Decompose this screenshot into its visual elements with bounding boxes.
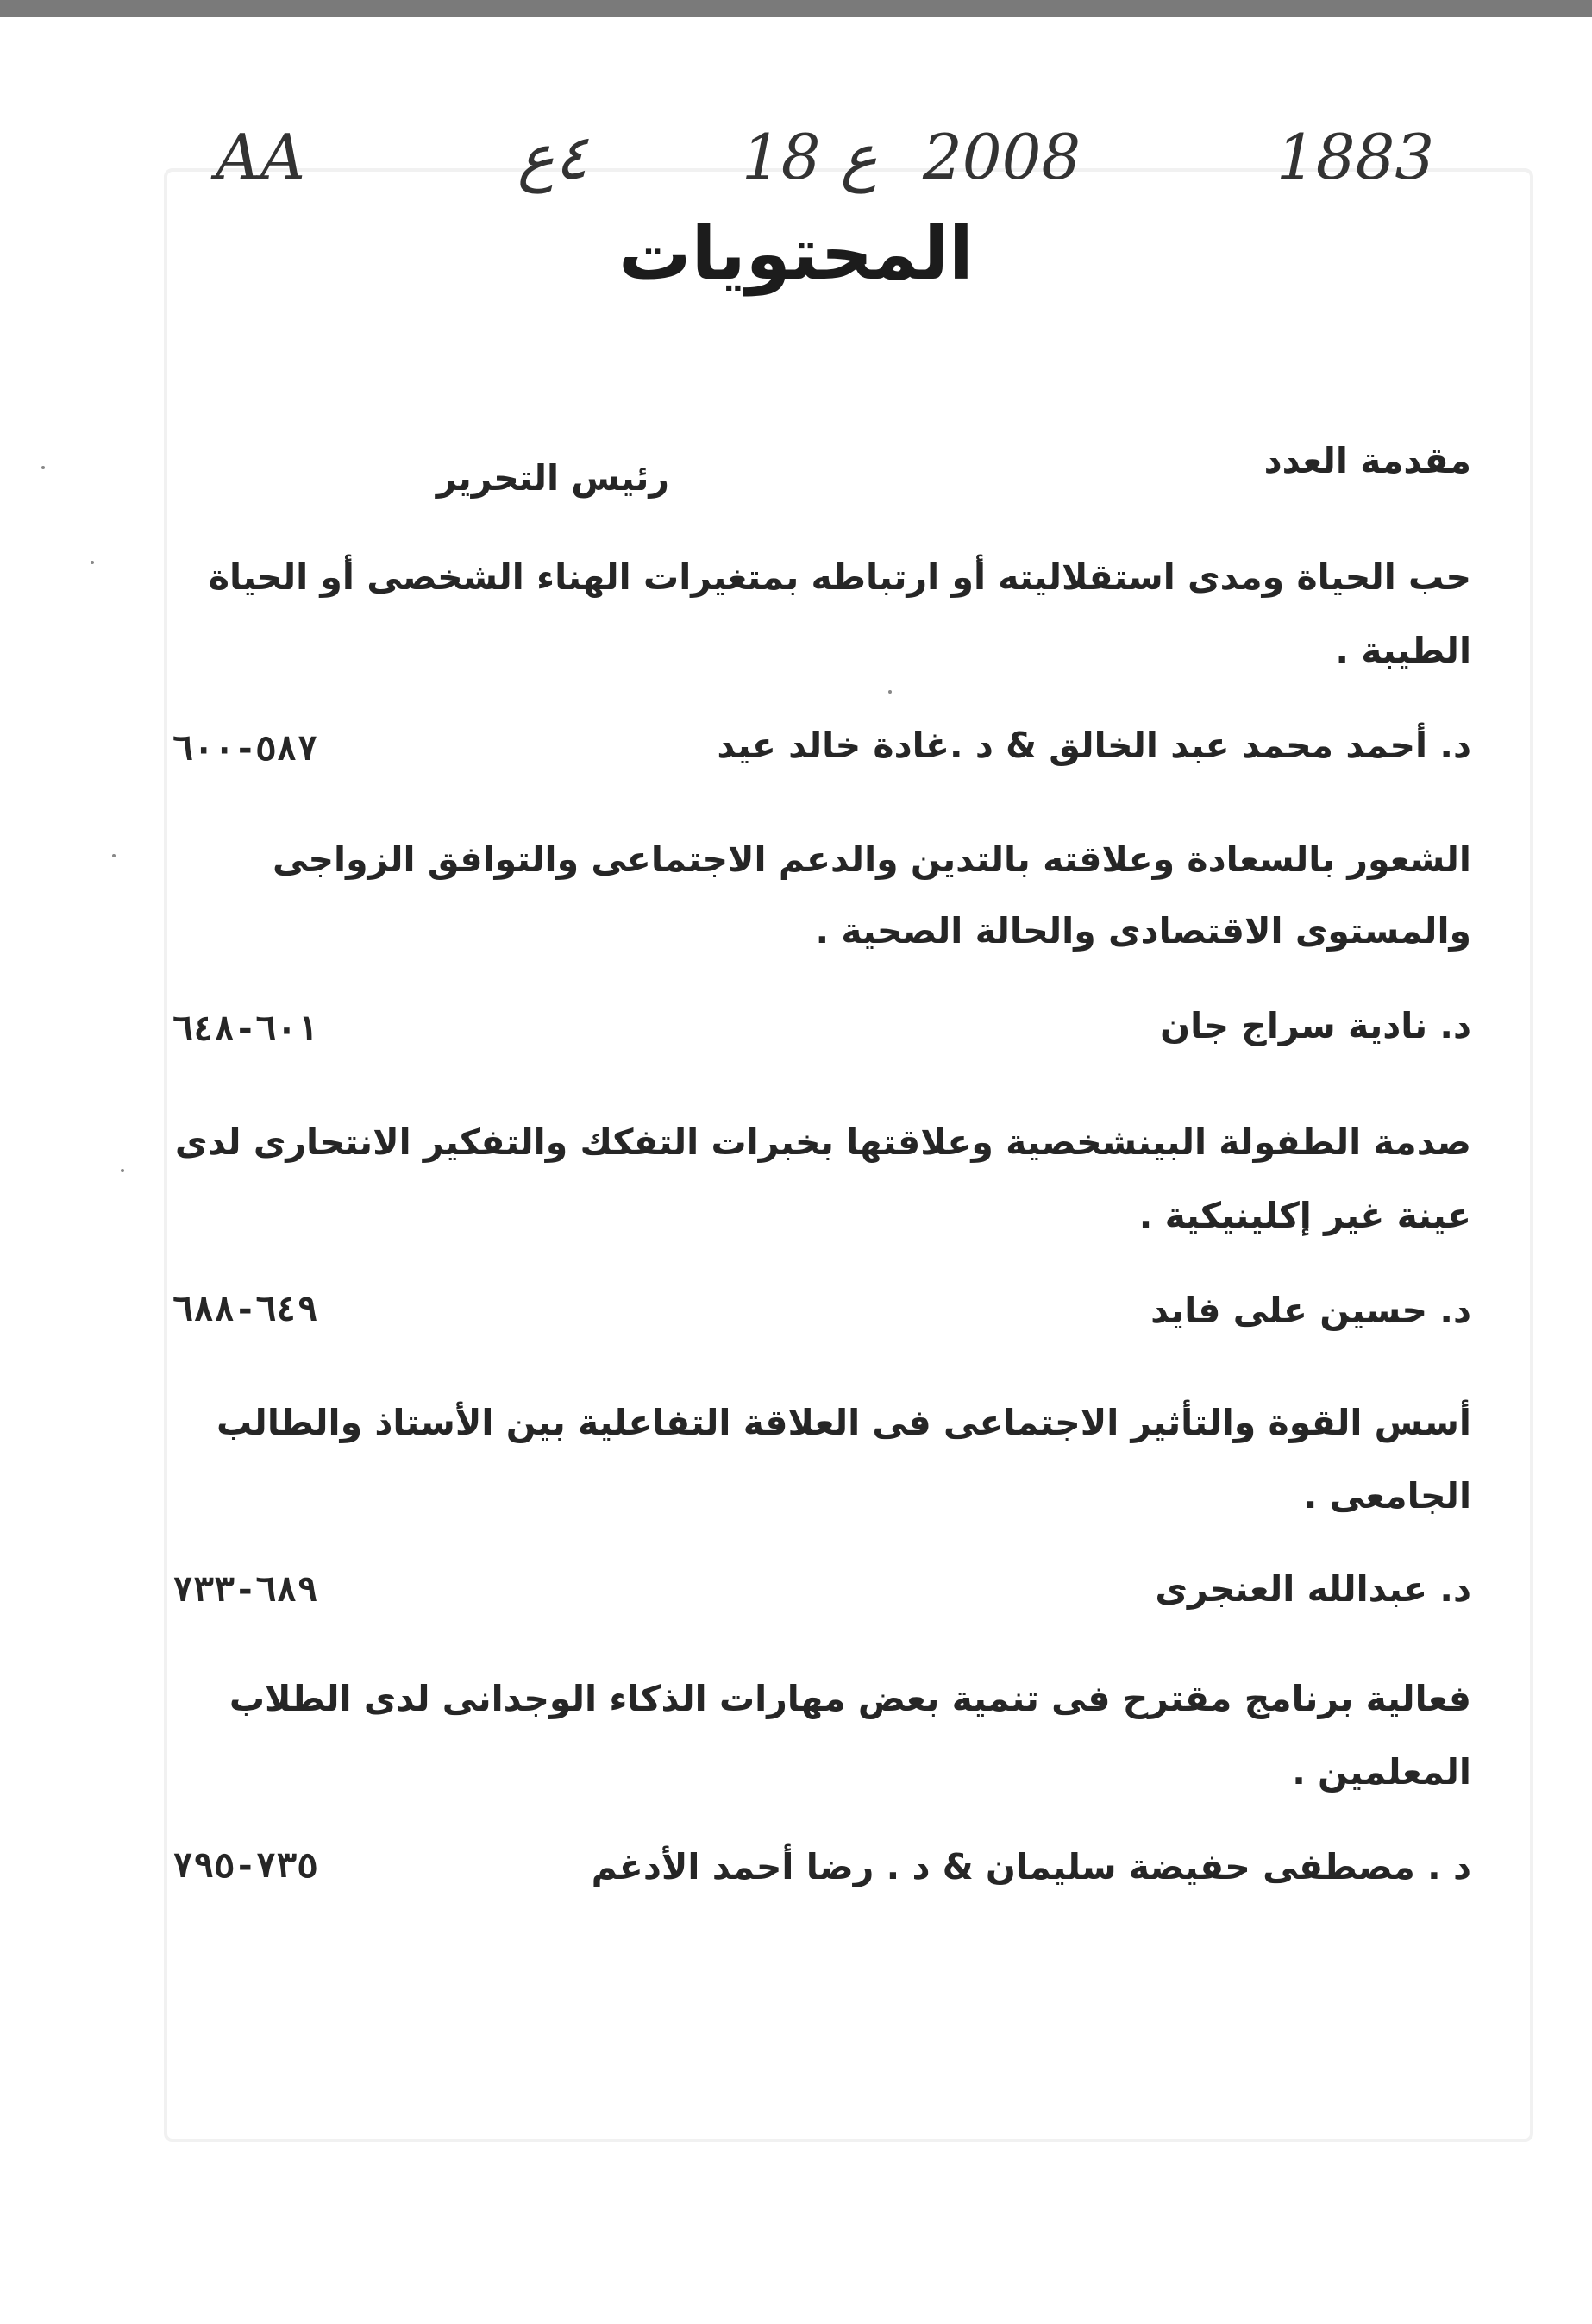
article-pages: ٦٤٩-٦٨٨ <box>172 1290 318 1329</box>
article-author: د. أحمد محمد عبد الخالق & د .غادة خالد عيد <box>717 725 1471 766</box>
scan-speck <box>91 561 94 564</box>
handwritten-note-4: 2008 <box>923 121 1081 193</box>
handwritten-note-1: AA <box>216 121 305 193</box>
scan-speck <box>121 1169 124 1172</box>
article-title-line: عينة غير إكلينيكية . <box>1138 1195 1471 1236</box>
article-title-line: فعالية برنامج مقترح فى تنمية بعض مهارات الذكاء الوجدانى لدى الطلاب <box>229 1678 1471 1719</box>
scan-speck <box>112 854 116 857</box>
article-pages: ٥٨٧-٦٠٠ <box>172 729 318 769</box>
article-author: د . مصطفى حفيضة سليمان & د . رضا أحمد الأدغم <box>591 1846 1471 1887</box>
scan-speck <box>41 466 45 469</box>
article-title-line: الجامعى . <box>1303 1475 1471 1517</box>
article-author: د. عبدالله العنجرى <box>1155 1568 1471 1610</box>
article-title-line: حب الحياة ومدى استقلاليته أو ارتباطه بمتغيرات الهناء الشخصى أو الحياة <box>208 556 1471 598</box>
article-pages: ٦٠١-٦٤٨ <box>172 1009 318 1049</box>
handwritten-note-2: ٤ع <box>517 121 588 193</box>
article-title-line: الشعور بالسعادة وعلاقته بالتدين والدعم الاجتماعى والتوافق الزواجى <box>273 839 1471 880</box>
article-title-line: أسس القوة والتأثير الاجتماعى فى العلاقة التفاعلية بين الأستاذ والطالب <box>216 1402 1471 1443</box>
handwritten-note-3: 18 ع <box>742 121 878 193</box>
scan-top-edge <box>0 0 1592 17</box>
article-title-line: والمستوى الاقتصادى والحالة الصحية . <box>815 910 1471 952</box>
article-title-line: صدمة الطفولة البينشخصية وعلاقتها بخبرات التفكك والتفكير الانتحارى لدى <box>174 1121 1471 1163</box>
intro-author: رئيس التحرير <box>436 457 669 499</box>
article-pages: ٦٨٩-٧٣٣ <box>172 1570 318 1610</box>
article-title-line: المعلمين . <box>1292 1751 1471 1793</box>
intro-label: مقدمة العدد <box>1263 440 1471 481</box>
article-pages: ٧٣٥-٧٩٥ <box>172 1846 318 1886</box>
article-title-line: الطيبة . <box>1335 630 1471 671</box>
scan-speck <box>888 690 892 694</box>
article-author: د. حسين على فايد <box>1150 1290 1471 1331</box>
page-title: المحتويات <box>618 211 974 296</box>
article-author: د. نادية سراج جان <box>1160 1005 1471 1046</box>
handwritten-note-5: 1883 <box>1276 121 1435 193</box>
